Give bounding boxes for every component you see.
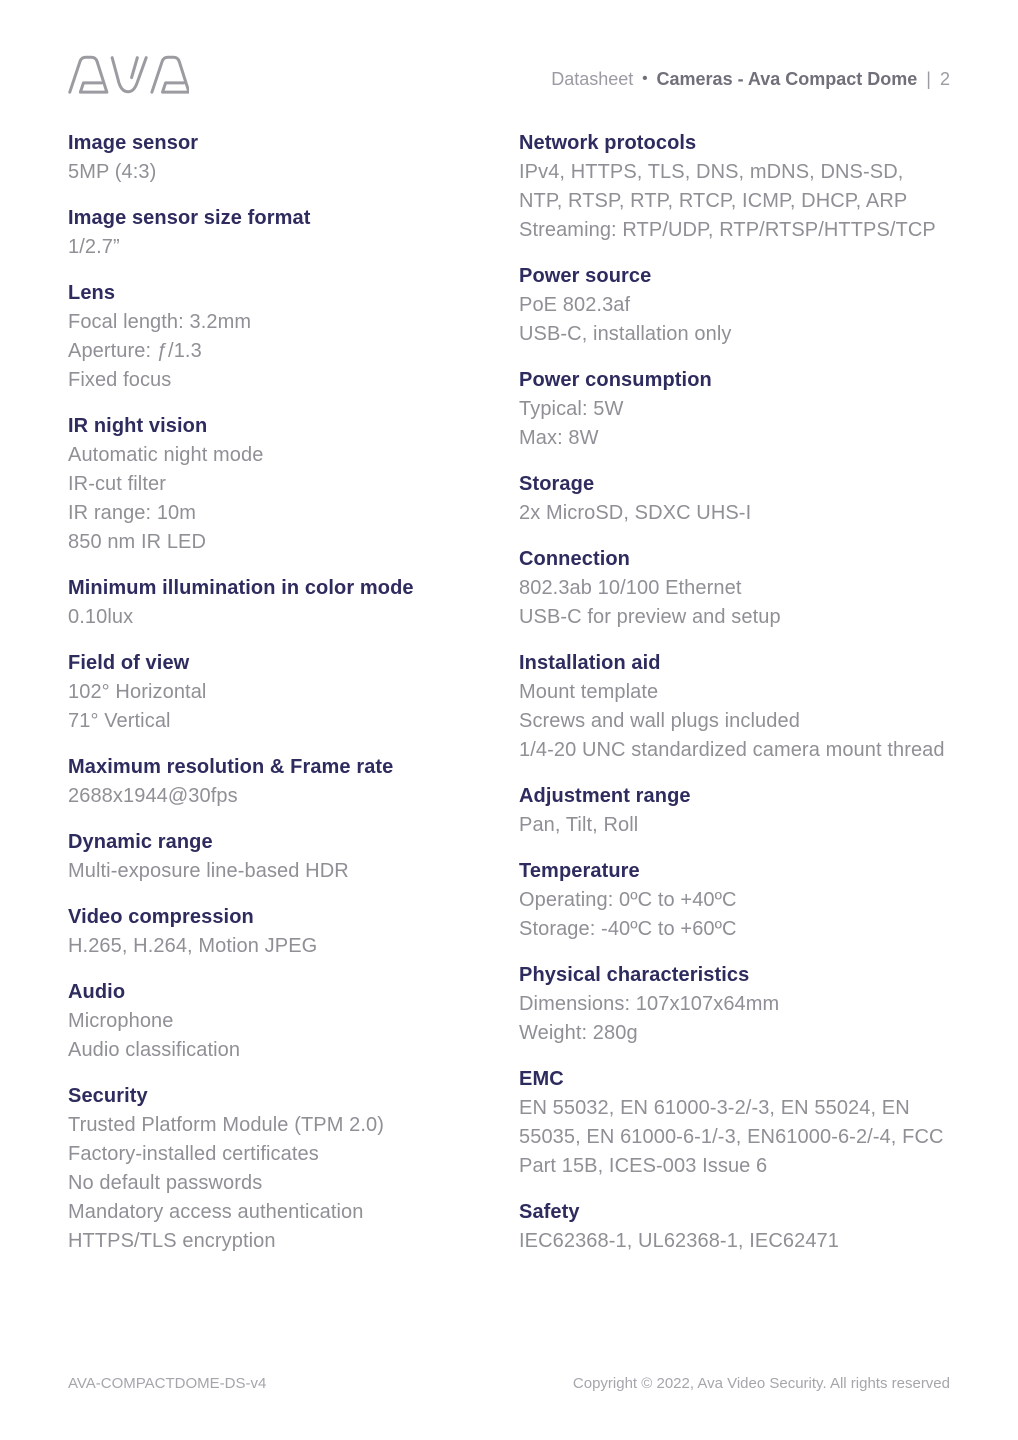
header-meta — [551, 69, 950, 90]
spec-value-line: Screws and wall plugs included — [519, 710, 800, 732]
spec-heading: EMC — [519, 1068, 564, 1090]
product-title: Cameras - Ava Compact Dome — [656, 68, 918, 89]
spec-value-line: 802.3ab 10/100 Ethernet — [519, 577, 742, 599]
spec-section — [519, 961, 950, 1048]
spec-value-line: HTTPS/TLS encryption — [68, 1230, 276, 1252]
spec-heading: Video compression — [68, 906, 254, 928]
spec-value-line: USB-C, installation only — [519, 323, 732, 345]
spec-value-line: Factory-installed certificates — [68, 1143, 319, 1165]
spec-heading: Temperature — [519, 860, 640, 882]
spec-value-line: No default passwords — [68, 1172, 263, 1194]
spec-value-line: Trusted Platform Module (TPM 2.0) — [68, 1114, 384, 1136]
ava-logo-icon — [68, 52, 189, 97]
spec-section — [68, 574, 519, 632]
spec-section — [519, 782, 950, 840]
spec-heading: Power consumption — [519, 369, 712, 391]
spec-value-line: Microphone — [68, 1010, 174, 1032]
footer-doc-code: AVA-COMPACTDOME-DS-v4 — [68, 1375, 267, 1392]
spec-value-line: H.265, H.264, Motion JPEG — [68, 935, 318, 957]
page-footer — [68, 1375, 950, 1392]
spec-value-line: Weight: 280g — [519, 1022, 638, 1044]
spec-value-line: Audio classification — [68, 1039, 241, 1061]
spec-value-line: Mandatory access authentication — [68, 1201, 364, 1223]
spec-heading: Power source — [519, 265, 652, 287]
spec-heading: Security — [68, 1085, 148, 1107]
spec-value-line: IR range: 10m — [68, 502, 197, 524]
spec-section — [519, 366, 950, 453]
spec-section — [519, 649, 950, 765]
spec-value-line: Mount template — [519, 681, 659, 703]
spec-heading: IR night vision — [68, 415, 208, 437]
spec-heading: Adjustment range — [519, 785, 691, 807]
spec-value-line: 1/4-20 UNC standardized camera mount thread — [519, 739, 945, 761]
spec-value-line: Pan, Tilt, Roll — [519, 814, 639, 836]
spec-value-line: 850 nm IR LED — [68, 531, 207, 553]
spec-heading: Audio — [68, 981, 126, 1003]
spec-heading: Maximum resolution & Frame rate — [68, 756, 394, 778]
spec-section — [519, 129, 950, 245]
spec-heading: Dynamic range — [68, 831, 213, 853]
spec-value-line: 0.10lux — [68, 606, 134, 628]
spec-heading: Lens — [68, 282, 116, 304]
spec-section — [68, 279, 519, 395]
spec-value-line: Multi-exposure line-based HDR — [68, 860, 349, 882]
spec-value-line: IR-cut filter — [68, 473, 166, 495]
spec-value-line: Focal length: 3.2mm — [68, 311, 252, 333]
footer-copyright: Copyright © 2022, Ava Video Security. All rights reserved — [572, 1375, 950, 1392]
spec-section — [68, 903, 519, 961]
column-right — [519, 129, 950, 1273]
spec-section — [519, 1065, 950, 1181]
spec-value-line: Storage: -40ºC to +60ºC — [519, 918, 737, 940]
spec-heading: Connection — [519, 548, 630, 570]
spec-value-line: IEC62368-1, UL62368-1, IEC62471 — [519, 1230, 839, 1252]
spec-heading: Installation aid — [519, 652, 661, 674]
page-divider: | — [926, 68, 931, 89]
spec-value-line: 5MP (4:3) — [68, 161, 157, 183]
spec-value-line: EN 55032, EN 61000-3-2/-3, EN 55024, EN 55035, EN 61000-6-1/-3, EN61000-6-2/-4, FCC Part 15B, ICES-003 Issue 6 — [519, 1097, 944, 1177]
spec-heading: Image sensor — [68, 132, 199, 154]
spec-value-line: Typical: 5W — [519, 398, 624, 420]
spec-section — [519, 857, 950, 944]
spec-heading: Physical characteristics — [519, 964, 750, 986]
spec-section — [68, 649, 519, 736]
spec-section — [519, 470, 950, 528]
spec-value-line: PoE 802.3af — [519, 294, 631, 316]
spec-value-line: USB-C for preview and setup — [519, 606, 781, 628]
spec-heading: Network protocols — [519, 132, 697, 154]
spec-section — [519, 545, 950, 632]
spec-value-line: Dimensions: 107x107x64mm — [519, 993, 780, 1015]
spec-value-line: 2688x1944@30fps — [68, 785, 238, 807]
column-left — [68, 129, 519, 1273]
page-number: 2 — [939, 68, 950, 89]
spec-value-line: 2x MicroSD, SDXC UHS-I — [519, 502, 752, 524]
spec-heading: Image sensor size format — [68, 207, 311, 229]
spec-section — [68, 978, 519, 1065]
spec-value-line: Max: 8W — [519, 427, 599, 449]
spec-columns — [0, 129, 1018, 1273]
spec-value-line: 71° Vertical — [68, 710, 171, 732]
spec-value-line: Aperture: ƒ/1.3 — [68, 340, 202, 362]
spec-heading: Storage — [519, 473, 595, 495]
spec-section — [519, 1198, 950, 1256]
spec-value-line: Fixed focus — [68, 369, 172, 391]
spec-value-line: Automatic night mode — [68, 444, 264, 466]
spec-value-line: 1/2.7” — [68, 236, 120, 258]
spec-value-line: Streaming: RTP/UDP, RTP/RTSP/HTTPS/TCP — [519, 219, 936, 241]
spec-heading: Field of view — [68, 652, 190, 674]
spec-section — [68, 1082, 519, 1256]
ava-logo — [68, 52, 189, 102]
separator-dot: • — [642, 69, 648, 87]
spec-value-line: Operating: 0ºC to +40ºC — [519, 889, 737, 911]
spec-value-line: 102° Horizontal — [68, 681, 207, 703]
spec-section — [68, 828, 519, 886]
spec-section — [68, 129, 519, 187]
spec-section — [68, 753, 519, 811]
page-header — [0, 0, 1018, 102]
spec-section — [519, 262, 950, 349]
doc-type-label: Datasheet — [551, 68, 634, 89]
spec-heading: Safety — [519, 1201, 580, 1223]
spec-heading: Minimum illumination in color mode — [68, 577, 414, 599]
spec-section — [68, 412, 519, 557]
spec-section — [68, 204, 519, 262]
spec-value-line: IPv4, HTTPS, TLS, DNS, mDNS, DNS-SD, NTP, RTSP, RTP, RTCP, ICMP, DHCP, ARP — [519, 161, 908, 212]
